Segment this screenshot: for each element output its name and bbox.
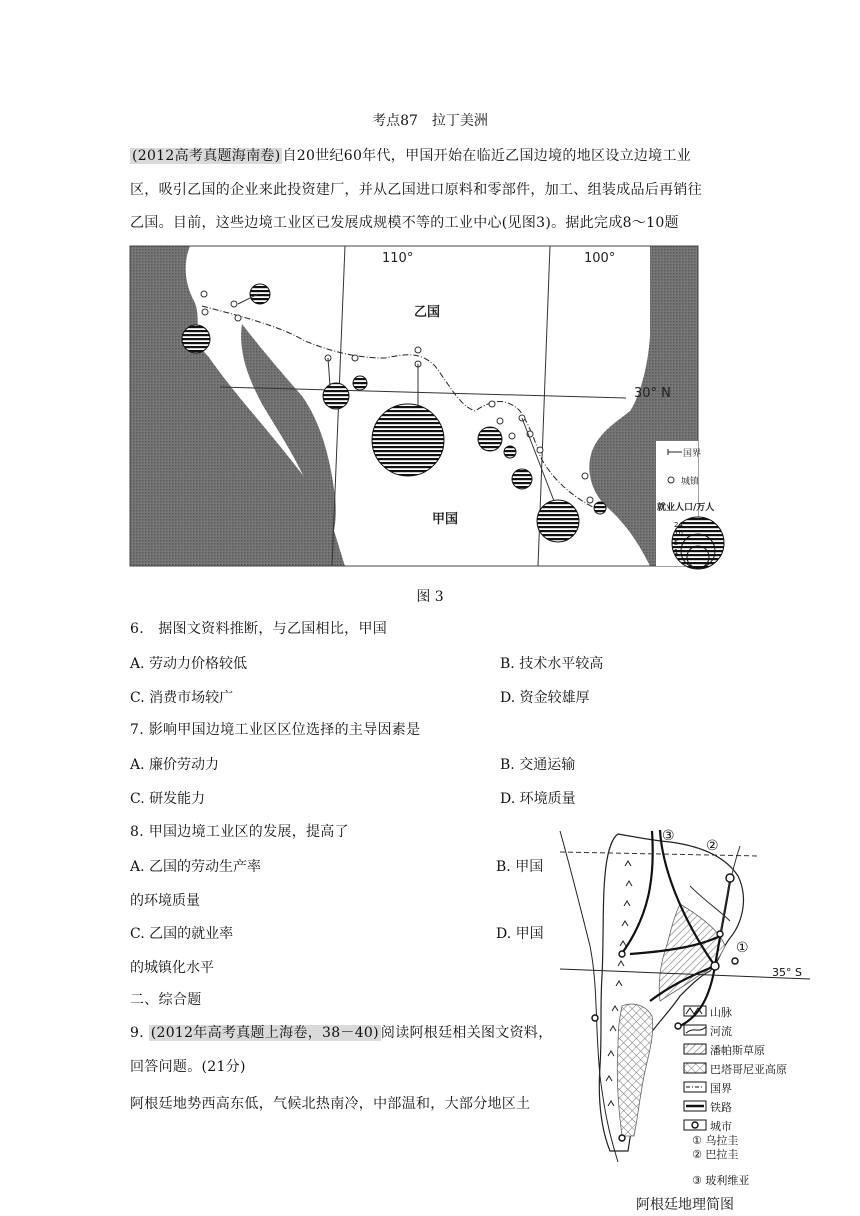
q6-option-a: A. 劳动力价格较低 — [130, 656, 248, 672]
legend-pampas-label: 潘帕斯草原 — [710, 1044, 765, 1057]
legend-uruguay: ① 乌拉圭 — [692, 1134, 739, 1147]
country-a-label: 甲国 — [432, 512, 459, 527]
patagonia-region — [617, 1004, 653, 1136]
intro-text-1: 自20世纪60年代，甲国开始在临近乙国边境的地区设立边境工业 — [282, 148, 692, 164]
q9-source-tag: (2012年高考真题上海卷，38－40) — [150, 1025, 379, 1041]
q6-stem: 6. 据图文资料推断，与乙国相比，甲国 — [130, 621, 388, 637]
q8-option-d-cont: 的城镇化水平 — [130, 960, 214, 976]
q9-line2: 回答问题。(21分) — [130, 1059, 246, 1075]
uruguay-number-label: ① — [736, 940, 749, 956]
legend-pop-10: 10 — [674, 530, 683, 538]
q8-stem: 8. 甲国边境工业区的发展，提高了 — [130, 824, 349, 840]
argentina-map-caption: 阿根廷地理简图 — [636, 1197, 734, 1213]
legend-river-label: 河流 — [710, 1025, 732, 1038]
legend-border-label: 国界 — [683, 449, 702, 459]
q9-number: 9. — [130, 1025, 149, 1041]
legend-pop-24: 24 — [674, 521, 683, 529]
legend-bolivia: ③ 玻利维亚 — [692, 1174, 750, 1187]
legend-paraguay: ② 巴拉圭 — [692, 1148, 739, 1161]
q8-option-d: D. 甲国 — [496, 926, 544, 942]
argentina-legend — [684, 1006, 787, 1161]
q8-option-b-cont: 的环境质量 — [130, 893, 200, 909]
legend-town-symbol — [668, 477, 674, 483]
legend-railway-label: 铁路 — [710, 1101, 732, 1114]
pacific-sea-area — [130, 246, 345, 566]
legend-patagonia-label: 巴塔哥尼亚高原 — [710, 1063, 787, 1076]
question-intro-line2: 区，吸引乙国的企业来此投资建厂，并从乙国进口原料和零部件，加工、组装成品后再销往 — [130, 182, 702, 198]
q7-stem: 7. 影响甲国边境工业区区位选择的主导因素是 — [130, 722, 421, 738]
q6-option-b: B. 技术水平较高 — [500, 656, 604, 672]
page-title: 考点87 拉丁美洲 — [372, 113, 488, 129]
pampas-region — [659, 904, 725, 1001]
q7-option-c: C. 研发能力 — [130, 791, 206, 807]
longitude-100-label: 100° — [584, 251, 616, 266]
question-source-tag: (2012高考真题海南卷) — [132, 148, 281, 164]
question-intro-line1 — [130, 146, 691, 166]
q7-option-d: D. 环境质量 — [500, 791, 576, 807]
q7-option-a: A. 廉价劳动力 — [130, 757, 220, 773]
question-intro-line3: 乙国。目前，这些边境工业区已发展成规模不等的工业中心(见图3)。据此完成8～10题 — [130, 215, 679, 231]
q8-option-b: B. 甲国 — [496, 859, 544, 875]
argentina-map — [560, 826, 810, 1162]
legend-town-label: 城镇 — [681, 477, 700, 487]
legend-pop-1: 1 — [674, 548, 679, 556]
border-industry-map — [130, 246, 715, 566]
q9-line3: 阿根廷地势西高东低，气候北热南冷，中部温和，大部分地区土 — [130, 1096, 531, 1112]
q8-option-a: A. 乙国的劳动生产率 — [130, 859, 262, 875]
q8-option-c: C. 乙国的就业率 — [130, 926, 234, 942]
figure-caption: 图 3 — [416, 589, 444, 605]
legend-mountain-label: 山脉 — [710, 1006, 732, 1019]
bolivia-number-label: ③ — [662, 828, 675, 844]
section-heading: 二、综合题 — [130, 992, 202, 1008]
legend-pop-title: 就业人口/万人 — [657, 503, 715, 513]
latitude-30n-label: 30° N — [634, 386, 671, 401]
q9-line1 — [130, 1023, 553, 1043]
legend-pop-5: 5 — [674, 539, 679, 547]
legend-city-label: 城市 — [710, 1120, 732, 1133]
q7-option-b: B. 交通运输 — [500, 757, 576, 773]
q9-text-1: 阅读阿根廷相关图文资料， — [380, 1025, 553, 1041]
paraguay-number-label: ② — [706, 838, 719, 854]
q6-option-d: D. 资金较雄厚 — [500, 690, 590, 706]
q6-option-c: C. 消费市场较广 — [130, 690, 234, 706]
country-b-label: 乙国 — [414, 305, 441, 320]
longitude-110-label: 110° — [382, 251, 414, 266]
latitude-35s-label: 35° S — [772, 966, 802, 979]
legend-border-label-2: 国界 — [710, 1082, 732, 1095]
